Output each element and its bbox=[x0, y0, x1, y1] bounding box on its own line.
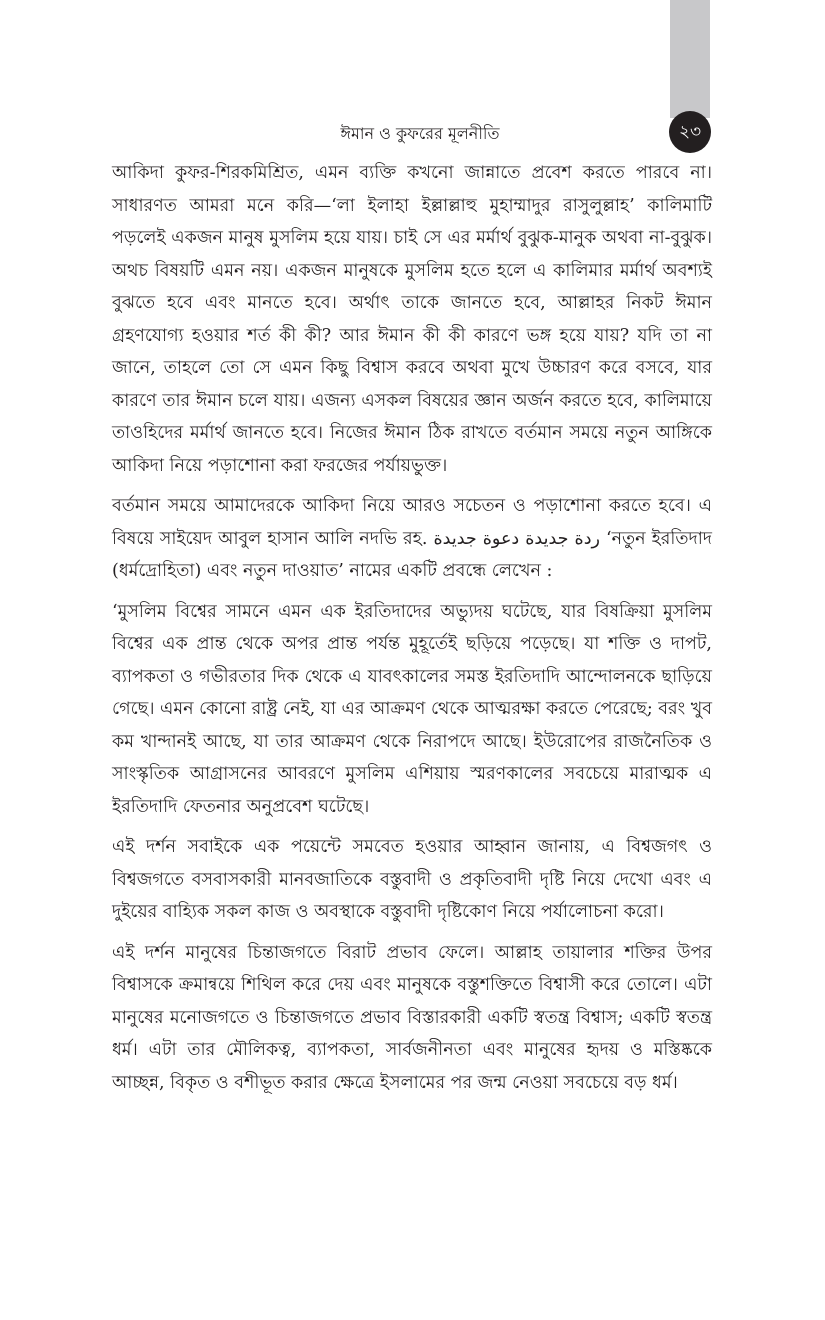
page-body bbox=[112, 157, 712, 1107]
arabic-essay-title: ردة جديدة دعوة جديدة bbox=[433, 528, 600, 549]
page-number-badge: ২৩ bbox=[669, 111, 711, 153]
paragraph-2-tail: ‘নতুন ইরতিদাদ (ধর্মদ্রোহিতা) এবং নতুন দাওয়াত’ নামের একটি প্রবন্ধে লেখেন : bbox=[112, 528, 712, 581]
chapter-tab-strip bbox=[670, 0, 710, 118]
paragraph-1: আকিদা কুফর-শিরকমিশ্রিত, এমন ব্যক্তি কখনো জান্নাতে প্রবেশ করতে পারবে না। সাধারণত আমরা মনে করি—‘লা ইলাহা ইল্লাল্লাহু মুহাম্মাদুর রাসুলুল্লাহ’ কালিমাটি পড়লেই একজন মানুষ মুসলিম হয়ে যায়। চাই সে এর মর্মার্থ বুঝুক-মানুক অথবা না-বুঝুক। অথচ বিষয়টি এমন নয়। একজন মানুষকে মুসলিম হতে হলে এ কালিমার মর্মার্থ অবশ্যই বুঝতে হবে এবং মানতে হবে। অর্থাৎ তাকে জানতে হবে, আল্লাহর নিকট ঈমান গ্রহণযোগ্য হওয়ার শর্ত কী কী? আর ঈমান কী কী কারণে ভঙ্গ হয়ে যায়? যদি তা না জানে, তাহলে তো সে এমন কিছু বিশ্বাস করবে অথবা মুখে উচ্চারণ করে বসবে, যার কারণে তার ঈমান চলে যায়। এজন্য এসকল বিষয়ের জ্ঞান অর্জন করতে হবে, কালিমায়ে তাওহিদের মর্মার্থ জানতে হবে। নিজের ঈমান ঠিক রাখতে বর্তমান সময়ে নতুন আঙ্গিকে আকিদা নিয়ে পড়াশোনা করা ফরজের পর্যায়ভুক্ত। bbox=[112, 163, 712, 476]
paragraph-2-lead: বর্তমান সময়ে আমাদেরকে আকিদা নিয়ে আরও সচেতন ও পড়াশোনা করতে হবে। এ বিষয়ে সাইয়েদ আবুল হাসান আলি নদভি রহ. bbox=[112, 496, 712, 549]
quote-paragraph-1: ‘মুসলিম বিশ্বের সামনে এমন এক ইরতিদাদের অভ্যুদয় ঘটেছে, যার বিষক্রিয়া মুসলিম বিশ্বের এক প্রান্ত থেকে অপর প্রান্ত পর্যন্ত মুহূর্তেই ছড়িয়ে পড়েছে। যা শক্তি ও দাপট, ব্যাপকতা ও গভীরতার দিক থেকে এ যাবৎকালের সমস্ত ইরতিদাদি আন্দোলনকে ছাড়িয়ে গেছে। এমন কোনো রাষ্ট্র নেই, যা এর আক্রমণ থেকে আত্মরক্ষা করতে পেরেছে; বরং খুব কম খান্দানই আছে, যা তার আক্রমণ থেকে নিরাপদে আছে। ইউরোপের রাজনৈতিক ও সাংস্কৃতিক আগ্রাসনের আবরণে মুসলিম এশিয়ায় স্মরণকালের সবচেয়ে মারাত্মক এ ইরতিদাদি ফেতনার অনুপ্রবেশ ঘটেছে। bbox=[112, 601, 712, 817]
quote-paragraph-2: এই দর্শন সবাইকে এক পয়েন্টে সমবেত হওয়ার আহ্বান জানায়, এ বিশ্বজগৎ ও বিশ্বজগতে বসবাসকারী মানবজাতিকে বস্তুবাদী ও প্রকৃতিবাদী দৃষ্টি নিয়ে দেখো এবং এ দুইয়ের বাহ্যিক সকল কাজ ও অবস্থাকে বস্তুবাদী দৃষ্টিকোণ নিয়ে পর্যালোচনা করো। bbox=[112, 837, 712, 922]
running-head-title: ঈমান ও কুফরের মূলনীতি bbox=[340, 124, 500, 143]
quote-paragraph-3: এই দর্শন মানুষের চিন্তাজগতে বিরাট প্রভাব ফেলে। আল্লাহ তায়ালার শক্তির উপর বিশ্বাসকে ক্রমান্বয়ে শিথিল করে দেয় এবং মানুষকে বস্তুশক্তিতে বিশ্বাসী করে তোলে। এটা মানুষের মনোজগতে ও চিন্তাজগতে প্রভাব বিস্তারকারী একটি স্বতন্ত্র বিশ্বাস; একটি স্বতন্ত্র ধর্ম। এটা তার মৌলিকত্ব, ব্যাপকতা, সার্বজনীনতা এবং মানুষের হৃদয় ও মস্তিষ্ককে আচ্ছন্ন, বিকৃত ও বশীভূত করার ক্ষেত্রে ইসলামের পর জন্ম নেওয়া সবচেয়ে বড় ধর্ম। bbox=[112, 942, 712, 1093]
paragraph-2 bbox=[112, 490, 712, 588]
